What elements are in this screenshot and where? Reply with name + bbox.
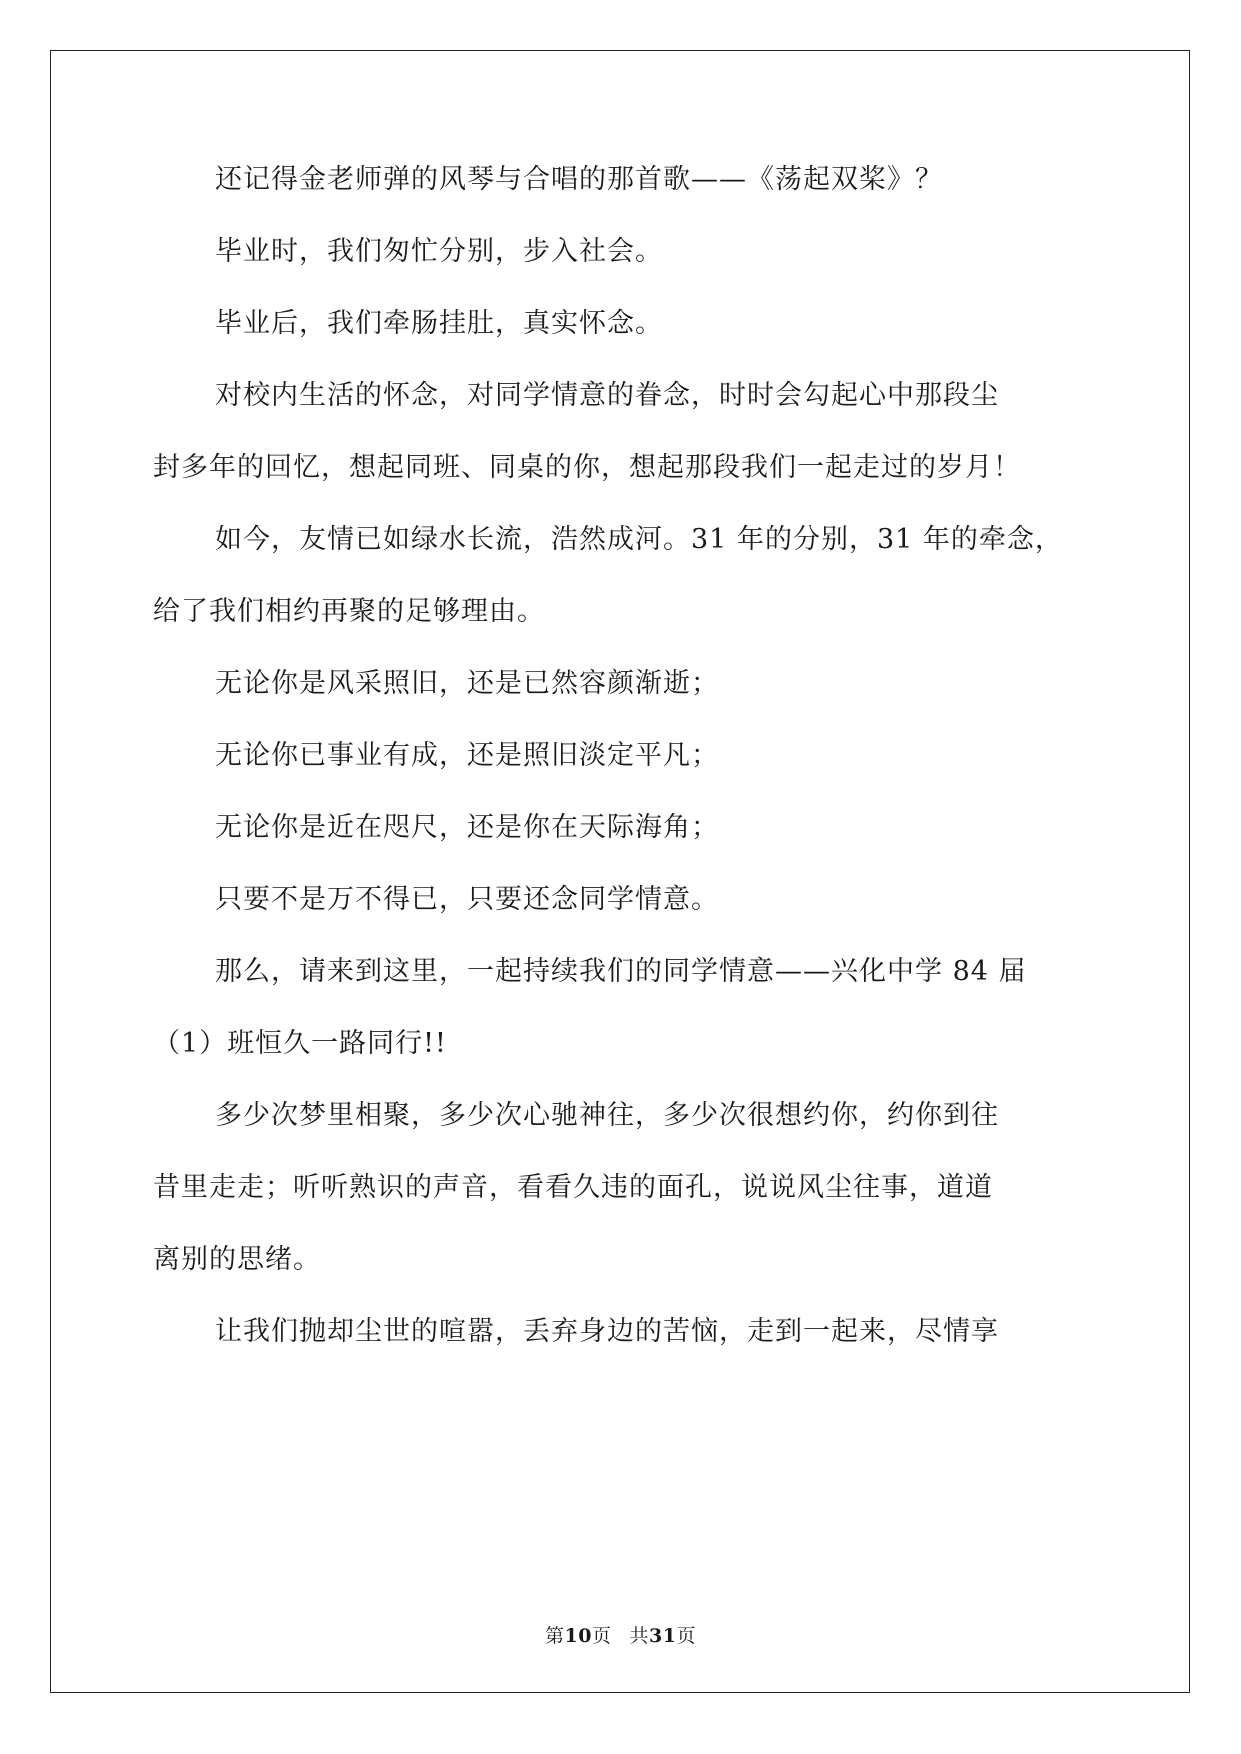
text-line: 无论你是近在咫尺，还是你在天际海角；	[215, 812, 719, 843]
text-line: 对校内生活的怀念，对同学情意的眷念，时时会勾起心中那段尘	[215, 380, 999, 411]
total-suffix: 页	[676, 1625, 696, 1647]
text-line: （1）班恒久一路同行!!	[153, 1028, 447, 1059]
page-border	[50, 50, 1190, 1693]
page-suffix: 页	[591, 1625, 612, 1647]
text-line: 无论你已事业有成，还是照旧淡定平凡；	[215, 740, 719, 771]
text-line: 毕业后，我们牵肠挂肚，真实怀念。	[215, 308, 663, 339]
text-line: 只要不是万不得已，只要还念同学情意。	[215, 884, 719, 915]
page-footer	[0, 1622, 1241, 1650]
text-line: 无论你是风采照旧，还是已然容颜渐逝；	[215, 668, 719, 699]
text-line: 给了我们相约再聚的足够理由。	[153, 596, 545, 627]
text-line: 多少次梦里相聚，多少次心驰神往，多少次很想约你，约你到往	[215, 1100, 999, 1131]
text-line: 毕业时，我们匆忙分别，步入社会。	[215, 236, 663, 267]
text-line: 封多年的回忆，想起同班、同桌的你，想起那段我们一起走过的岁月！	[153, 452, 1021, 483]
text-line: 那么，请来到这里，一起持续我们的同学情意——兴化中学 84 届	[215, 956, 1027, 987]
text-line: 昔里走走；听听熟识的声音，看看久违的面孔，说说风尘往事，道道	[153, 1172, 993, 1203]
text-line: 让我们抛却尘世的喧嚣，丢弃身边的苦恼，走到一起来，尽情享	[215, 1316, 999, 1347]
page-prefix: 第	[545, 1625, 565, 1647]
text-line: 还记得金老师弹的风琴与合唱的那首歌——《荡起双桨》？	[215, 164, 943, 195]
page-number: 10	[564, 1625, 592, 1647]
text-line: 如今，友情已如绿水长流，浩然成河。31 年的分别，31 年的牵念，	[215, 524, 1063, 555]
total-pages: 31	[649, 1625, 677, 1647]
total-prefix: 共	[629, 1625, 650, 1647]
text-line: 离别的思绪。	[153, 1244, 321, 1275]
